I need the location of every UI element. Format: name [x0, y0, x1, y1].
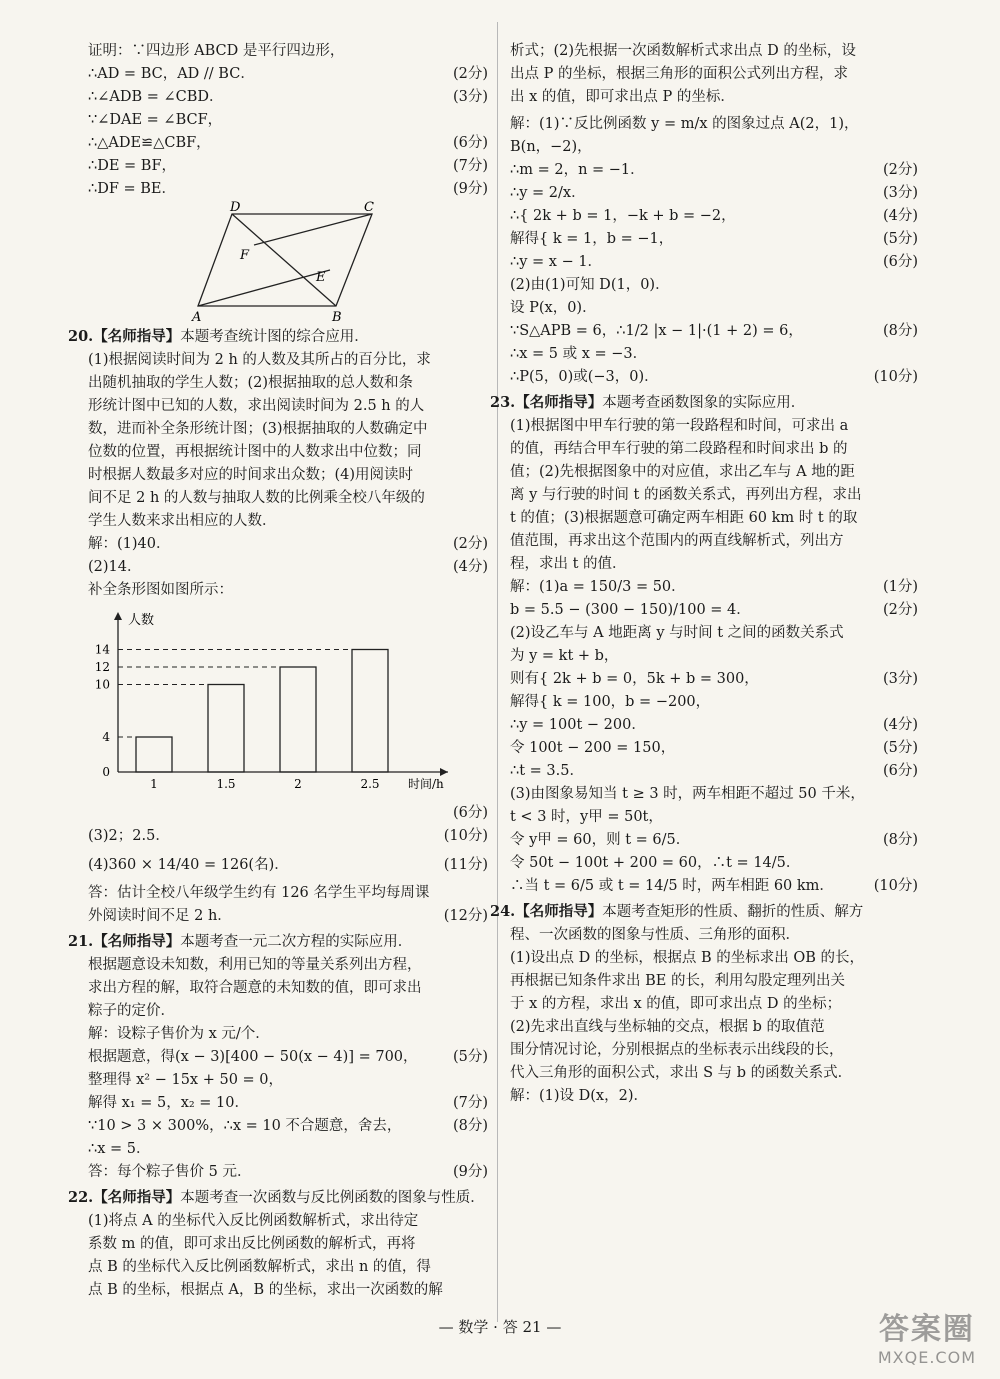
- x-axis-arrow: [440, 768, 448, 776]
- q22-solution: [510, 113, 918, 389]
- q20-sol5-text: (3)2；2.5．: [88, 828, 170, 844]
- guide-line: 学生人数来求出相应的人数．: [88, 513, 277, 529]
- y-tick-label: 14: [94, 642, 110, 657]
- label-A: A: [192, 310, 202, 323]
- solution-line-text: ∵10 > 3 × 300%，∴x = 10 不合题意，舍去，: [88, 1118, 402, 1134]
- solution-line: [510, 182, 918, 205]
- score: (2分): [882, 602, 918, 618]
- score: (1分): [882, 579, 918, 595]
- bar: [136, 737, 172, 772]
- solution-line-text: ∵∠DAE = ∠BCF，: [88, 112, 223, 128]
- guide-line: 点 B 的坐标，根据点 A，B 的坐标，求出一次函数的解: [88, 1282, 443, 1298]
- solution-line-text: ∴当 t = 6/5 或 t = 14/5 时，两车相距 60 km．: [510, 878, 834, 894]
- solution-line-text: ∴t = 3.5．: [510, 763, 584, 779]
- solution-line: [88, 86, 488, 109]
- q20-sol2-text: (2)14．: [88, 559, 142, 575]
- q24-tag: 【名师指导】: [515, 903, 603, 920]
- q22-guide-cont: [510, 40, 918, 109]
- solution-line-text: ∴DE = BF，: [88, 158, 177, 174]
- guide-line: 点 B 的坐标代入反比例函数解析式，求出 n 的值，得: [88, 1259, 431, 1275]
- q20-number: 20.: [68, 328, 94, 345]
- y-tick-label: 12: [94, 660, 110, 674]
- label-B: B: [332, 310, 342, 323]
- q24-guide: [510, 924, 918, 1108]
- q20-sol1: [88, 533, 488, 556]
- logo-text: 答案圈: [878, 1312, 975, 1347]
- solution-line-text: t < 3 时，y甲 = 50t，: [510, 809, 663, 825]
- score: (5分): [882, 231, 918, 247]
- q21-header: [68, 930, 488, 954]
- score: (7分): [452, 158, 488, 174]
- x-tick-label: 1: [150, 777, 158, 791]
- q20-sol6-score: (11分): [443, 857, 488, 873]
- bar: [352, 650, 388, 773]
- solution-line: [510, 783, 918, 806]
- guide-line: 析式；(2)先根据一次函数解析式求出点 D 的坐标，设: [510, 43, 856, 59]
- guide-line: (1)设出点 D 的坐标，根据点 B 的坐标求出 OB 的长，: [510, 950, 865, 966]
- q22-tag: 【名师指导】: [93, 1189, 181, 1206]
- q22-number: 22.: [68, 1189, 94, 1206]
- solution-line-text: ∴x = 5．: [88, 1141, 151, 1157]
- solution-line: [510, 737, 918, 760]
- solution-line-text: ∴△ADE≌△CBF，: [88, 135, 211, 151]
- q24-number: 24.: [490, 903, 516, 920]
- score: (10分): [873, 878, 918, 894]
- guide-line: (1)根据阅读时间为 2 h 的人数及其所占的百分比，求: [88, 352, 431, 368]
- solution-line: [510, 343, 918, 366]
- q20-sol6-text: (4)360 × 14/40 = 126(名)．: [88, 857, 289, 873]
- solution-line-text: 设 P(x，0)．: [510, 300, 597, 316]
- logo-url: MXQE.COM: [877, 1348, 976, 1367]
- score: (9分): [452, 1164, 488, 1180]
- y-tick-label: 10: [94, 677, 110, 692]
- solution-line: [510, 852, 918, 875]
- q20-sol5: [88, 825, 488, 848]
- score: (3分): [882, 671, 918, 687]
- solution-line-text: ∴∠ADB = ∠CBD．: [88, 89, 224, 105]
- solution-line-text: ∴y = 2/x．: [510, 185, 586, 201]
- solution-line: [88, 1023, 488, 1046]
- q24: [490, 900, 918, 1108]
- q23: [490, 391, 918, 898]
- solution-line: [510, 228, 918, 251]
- x-tick-label: 2: [294, 777, 302, 791]
- q23-header: [490, 391, 918, 415]
- solution-line: [510, 136, 918, 159]
- solution-line-text: 解：(1)∵反比例函数 y = m/x 的图象过点 A(2，1)，: [510, 116, 859, 132]
- q21-number: 21.: [68, 933, 94, 950]
- solution-line-text: 解：(1)a = 150/3 = 50．: [510, 579, 686, 595]
- label-D: D: [230, 201, 241, 215]
- solution-line-text: 令 50t − 100t + 200 = 60，∴t = 14/5．: [510, 855, 801, 871]
- guide-line: 程、一次函数的图象与性质、三角形的面积．: [510, 927, 800, 943]
- y-axis-label: 人数: [128, 613, 155, 628]
- solution-line: [510, 806, 918, 829]
- left-column: [68, 40, 488, 1302]
- guide-line: (1)根据图中甲车行驶的第一段路程和时间，可求出 a: [510, 418, 849, 434]
- q23-solution: [510, 576, 918, 898]
- score: (2分): [452, 66, 488, 82]
- q20-sol6: [88, 848, 488, 882]
- parallelogram-svg: [88, 201, 488, 323]
- guide-line: 形统计图中已知的人数，求出阅读时间为 2.5 h 的人: [88, 398, 425, 414]
- solution-line: [88, 1161, 488, 1184]
- guide-line: 根据题意设未知数，利用已知的等量关系列出方程，: [88, 957, 422, 973]
- solution-line-text: ∴m = 2，n = −1．: [510, 162, 645, 178]
- q20-sol5-score: (10分): [443, 828, 488, 844]
- q20-sol7: 答：估计全校八年级学生约有 126 名学生平均每周课: [88, 885, 430, 901]
- q24-head: 本题考查矩形的性质、翻折的性质、解方: [602, 904, 864, 920]
- solution-line: [510, 251, 918, 274]
- solution-line-text: 解得{ k = 100，b = −200，: [510, 694, 711, 710]
- solution-line: [510, 366, 918, 389]
- q20-sol2: [88, 556, 488, 579]
- column-divider: [497, 22, 498, 1322]
- q20-sol8: [88, 905, 488, 928]
- score: (3分): [882, 185, 918, 201]
- q20-sol2-score: (4分): [452, 559, 488, 575]
- score: (6分): [882, 254, 918, 270]
- solution-line-text: 则有{ 2k + b = 0，5k + b = 300，: [510, 671, 759, 687]
- x-tick-label: 2.5: [360, 777, 380, 791]
- solution-line-text: 解得 x₁ = 5，x₂ = 10．: [88, 1095, 250, 1111]
- score: (5分): [882, 740, 918, 756]
- solution-line-text: 根据题意，得(x − 3)[400 − 50(x − 4)] = 700，: [88, 1049, 418, 1065]
- solution-line: [510, 829, 918, 852]
- guide-line: 值；(2)先根据图象中的对应值，求出乙车与 A 地的距: [510, 464, 855, 480]
- solution-line-text: (2)设乙车与 A 地距离 y 与时间 t 之间的函数关系式: [510, 625, 844, 641]
- label-F: F: [240, 248, 250, 263]
- solution-line-text: 令 100t − 200 = 150，: [510, 740, 676, 756]
- q23-head: 本题考查函数图象的实际应用．: [602, 395, 806, 411]
- solution-line-text: ∴x = 5 或 x = −3．: [510, 346, 648, 362]
- q20-sol8-text: 外阅读时间不足 2 h．: [88, 908, 232, 924]
- score: (4分): [882, 717, 918, 733]
- solution-line-text: ∴AD = BC，AD // BC．: [88, 66, 255, 82]
- guide-line: 程，求出 t 的值．: [510, 556, 627, 572]
- guide-line: 间不足 2 h 的人数与抽取人数的比例乘全校八年级的: [88, 490, 425, 506]
- q20-sol8-score: (12分): [443, 908, 488, 924]
- solution-line: [88, 109, 488, 132]
- guide-line: 解：(1)设 D(x，2)．: [510, 1088, 648, 1104]
- solution-line-text: (3)由图象易知当 t ≥ 3 时，两车相距不超过 50 千米，: [510, 786, 865, 802]
- score: (2分): [882, 162, 918, 178]
- y-axis-arrow: [114, 612, 122, 620]
- solution-line-text: 解：设粽子售价为 x 元/个．: [88, 1026, 270, 1042]
- solution-line-text: B(n，−2)，: [510, 139, 592, 155]
- solution-line-text: 为 y = kt + b，: [510, 648, 619, 664]
- q22-head: 本题考查一次函数与反比例函数的图象与性质．: [180, 1190, 485, 1206]
- q19-proof: [88, 40, 488, 201]
- bar: [280, 667, 316, 772]
- solution-line: [510, 205, 918, 228]
- solution-line-text: 整理得 x² − 15x + 50 = 0，: [88, 1072, 284, 1088]
- solution-line: [88, 132, 488, 155]
- q22-header: [68, 1186, 488, 1210]
- q21: [68, 930, 488, 1184]
- solution-line: [88, 63, 488, 86]
- y-tick-label: 0: [102, 765, 110, 779]
- score: (8分): [882, 323, 918, 339]
- solution-line: [88, 178, 488, 201]
- solution-line: [88, 1046, 488, 1069]
- guide-line: 出点 P 的坐标，根据三角形的面积公式列出方程，求: [510, 66, 848, 82]
- solution-line: [88, 1092, 488, 1115]
- solution-line: [510, 159, 918, 182]
- solution-line: [510, 760, 918, 783]
- q20-sol4-score: (6分): [452, 805, 488, 821]
- q20-head: 本题考查统计图的综合应用．: [180, 329, 369, 345]
- score: (9分): [452, 181, 488, 197]
- x-axis-label: 时间/h: [408, 777, 444, 791]
- q23-tag: 【名师指导】: [515, 394, 603, 411]
- guide-line: 时根据人数最多对应的时间求出众数；(4)用阅读时: [88, 467, 414, 483]
- q20: [68, 325, 488, 928]
- solution-line-text: ∴y = x − 1．: [510, 254, 603, 270]
- guide-line: 出随机抽取的学生人数；(2)根据抽取的总人数和条: [88, 375, 414, 391]
- guide-line: 位数的位置，再根据统计图中的人数求出中位数；同: [88, 444, 422, 460]
- solution-line-text: 证明：∵四边形 ABCD 是平行四边形，: [88, 43, 345, 59]
- q20-header: [68, 325, 488, 349]
- solution-line-text: ∴y = 100t − 200．: [510, 717, 646, 733]
- solution-line: [510, 113, 918, 136]
- solution-line: [88, 40, 488, 63]
- solution-line: [88, 1115, 488, 1138]
- score: (3分): [452, 89, 488, 105]
- y-tick-label: 4: [102, 730, 110, 744]
- solution-line: [510, 274, 918, 297]
- guide-line: 的值，再结合甲车行驶的第二段路程和时间求出 b 的: [510, 441, 848, 457]
- q22-guide: [88, 1210, 488, 1302]
- solution-line-text: (2)由(1)可知 D(1，0)．: [510, 277, 670, 293]
- solution-line: [88, 1138, 488, 1161]
- bar: [208, 685, 244, 773]
- solution-line-text: ∴P(5，0)或(−3，0)．: [510, 369, 659, 385]
- solution-line: [510, 599, 918, 622]
- right-column: [490, 40, 918, 1108]
- score: (8分): [452, 1118, 488, 1134]
- bar-chart-svg: [88, 602, 488, 802]
- q20-sol3: 补全条形图如图所示：: [88, 582, 233, 598]
- score: (6分): [452, 135, 488, 151]
- q22: [68, 1186, 488, 1302]
- q23-guide: [510, 415, 918, 576]
- q21-solution: [88, 1023, 488, 1184]
- guide-line: 值范围，再求出这个范围内的两直线解析式，列出方: [510, 533, 844, 549]
- solution-line-text: b = 5.5 − (300 − 150)/100 = 4．: [510, 602, 751, 618]
- q20-tag: 【名师指导】: [93, 328, 181, 345]
- q20-sol4: [88, 802, 488, 825]
- q20-guide: [88, 349, 488, 533]
- solution-line: [88, 155, 488, 178]
- guide-line: (1)将点 A 的坐标代入反比例函数解析式，求出待定: [88, 1213, 419, 1229]
- label-C: C: [364, 201, 374, 215]
- site-logo: [878, 1304, 976, 1367]
- solution-line: [88, 1069, 488, 1092]
- parallelogram-figure: [88, 201, 488, 323]
- q20-sol1-text: 解：(1)40．: [88, 536, 171, 552]
- solution-line: [510, 645, 918, 668]
- solution-line-text: ∵S△APB = 6，∴1/2 |x − 1|·(1 + 2) = 6，: [510, 323, 803, 339]
- score: (6分): [882, 763, 918, 779]
- solution-line: [510, 622, 918, 645]
- score: (10分): [873, 369, 918, 385]
- solution-line: [510, 576, 918, 599]
- score: (5分): [452, 1049, 488, 1065]
- solution-line-text: ∴{ 2k + b = 1，−k + b = −2，: [510, 208, 736, 224]
- guide-line: 代入三角形的面积公式，求出 S 与 b 的函数关系式．: [510, 1065, 853, 1081]
- solution-line-text: 解得{ k = 1，b = −1，: [510, 231, 674, 247]
- solution-line-text: 答：每个粽子售价 5 元．: [88, 1164, 252, 1180]
- solution-line: [510, 714, 918, 737]
- q24-header: [490, 900, 918, 924]
- q21-guide: [88, 954, 488, 1023]
- guide-line: 数，进而补全条形统计图；(3)根据抽取的人数确定中: [88, 421, 428, 437]
- solution-line-text: ∴DF = BE．: [88, 181, 177, 197]
- q21-head: 本题考查一元二次方程的实际应用．: [180, 934, 413, 950]
- solution-line: [510, 668, 918, 691]
- solution-line: [510, 320, 918, 343]
- guide-line: 粽子的定价．: [88, 1003, 175, 1019]
- bar-chart: [88, 602, 488, 802]
- guide-line: t 的值；(3)根据题意可确定两车相距 60 km 时 t 的取: [510, 510, 858, 526]
- guide-line: (2)先求出直线与坐标轴的交点，根据 b 的取值范: [510, 1019, 825, 1035]
- solution-line: [510, 875, 918, 898]
- q23-number: 23.: [490, 394, 516, 411]
- page-footer: — 数学 · 答 21 —: [438, 1318, 562, 1336]
- score: (4分): [882, 208, 918, 224]
- score: (7分): [452, 1095, 488, 1111]
- guide-line: 出 x 的值，即可求出点 P 的坐标．: [510, 89, 735, 105]
- guide-line: 于 x 的方程，求出 x 的值，即可求出点 D 的坐标；: [510, 996, 842, 1012]
- solution-line: [510, 691, 918, 714]
- guide-line: 求出方程的解，取符合题意的未知数的值，即可求出: [88, 980, 422, 996]
- solution-line-text: 令 y甲 = 60，则 t = 6/5．: [510, 832, 691, 848]
- score: (8分): [882, 832, 918, 848]
- q20-sol1-score: (2分): [452, 536, 488, 552]
- label-E: E: [316, 270, 326, 285]
- x-tick-label: 1.5: [216, 777, 236, 791]
- guide-line: 离 y 与行驶的时间 t 的函数关系式，再列出方程，求出: [510, 487, 862, 503]
- guide-line: 围分情况讨论，分别根据点的坐标表示出线段的长，: [510, 1042, 844, 1058]
- guide-line: 再根据已知条件求出 BE 的长，利用勾股定理列出关: [510, 973, 845, 989]
- guide-line: 系数 m 的值，即可求出反比例函数的解析式，再将: [88, 1236, 416, 1252]
- q21-tag: 【名师指导】: [93, 933, 181, 950]
- solution-line: [510, 297, 918, 320]
